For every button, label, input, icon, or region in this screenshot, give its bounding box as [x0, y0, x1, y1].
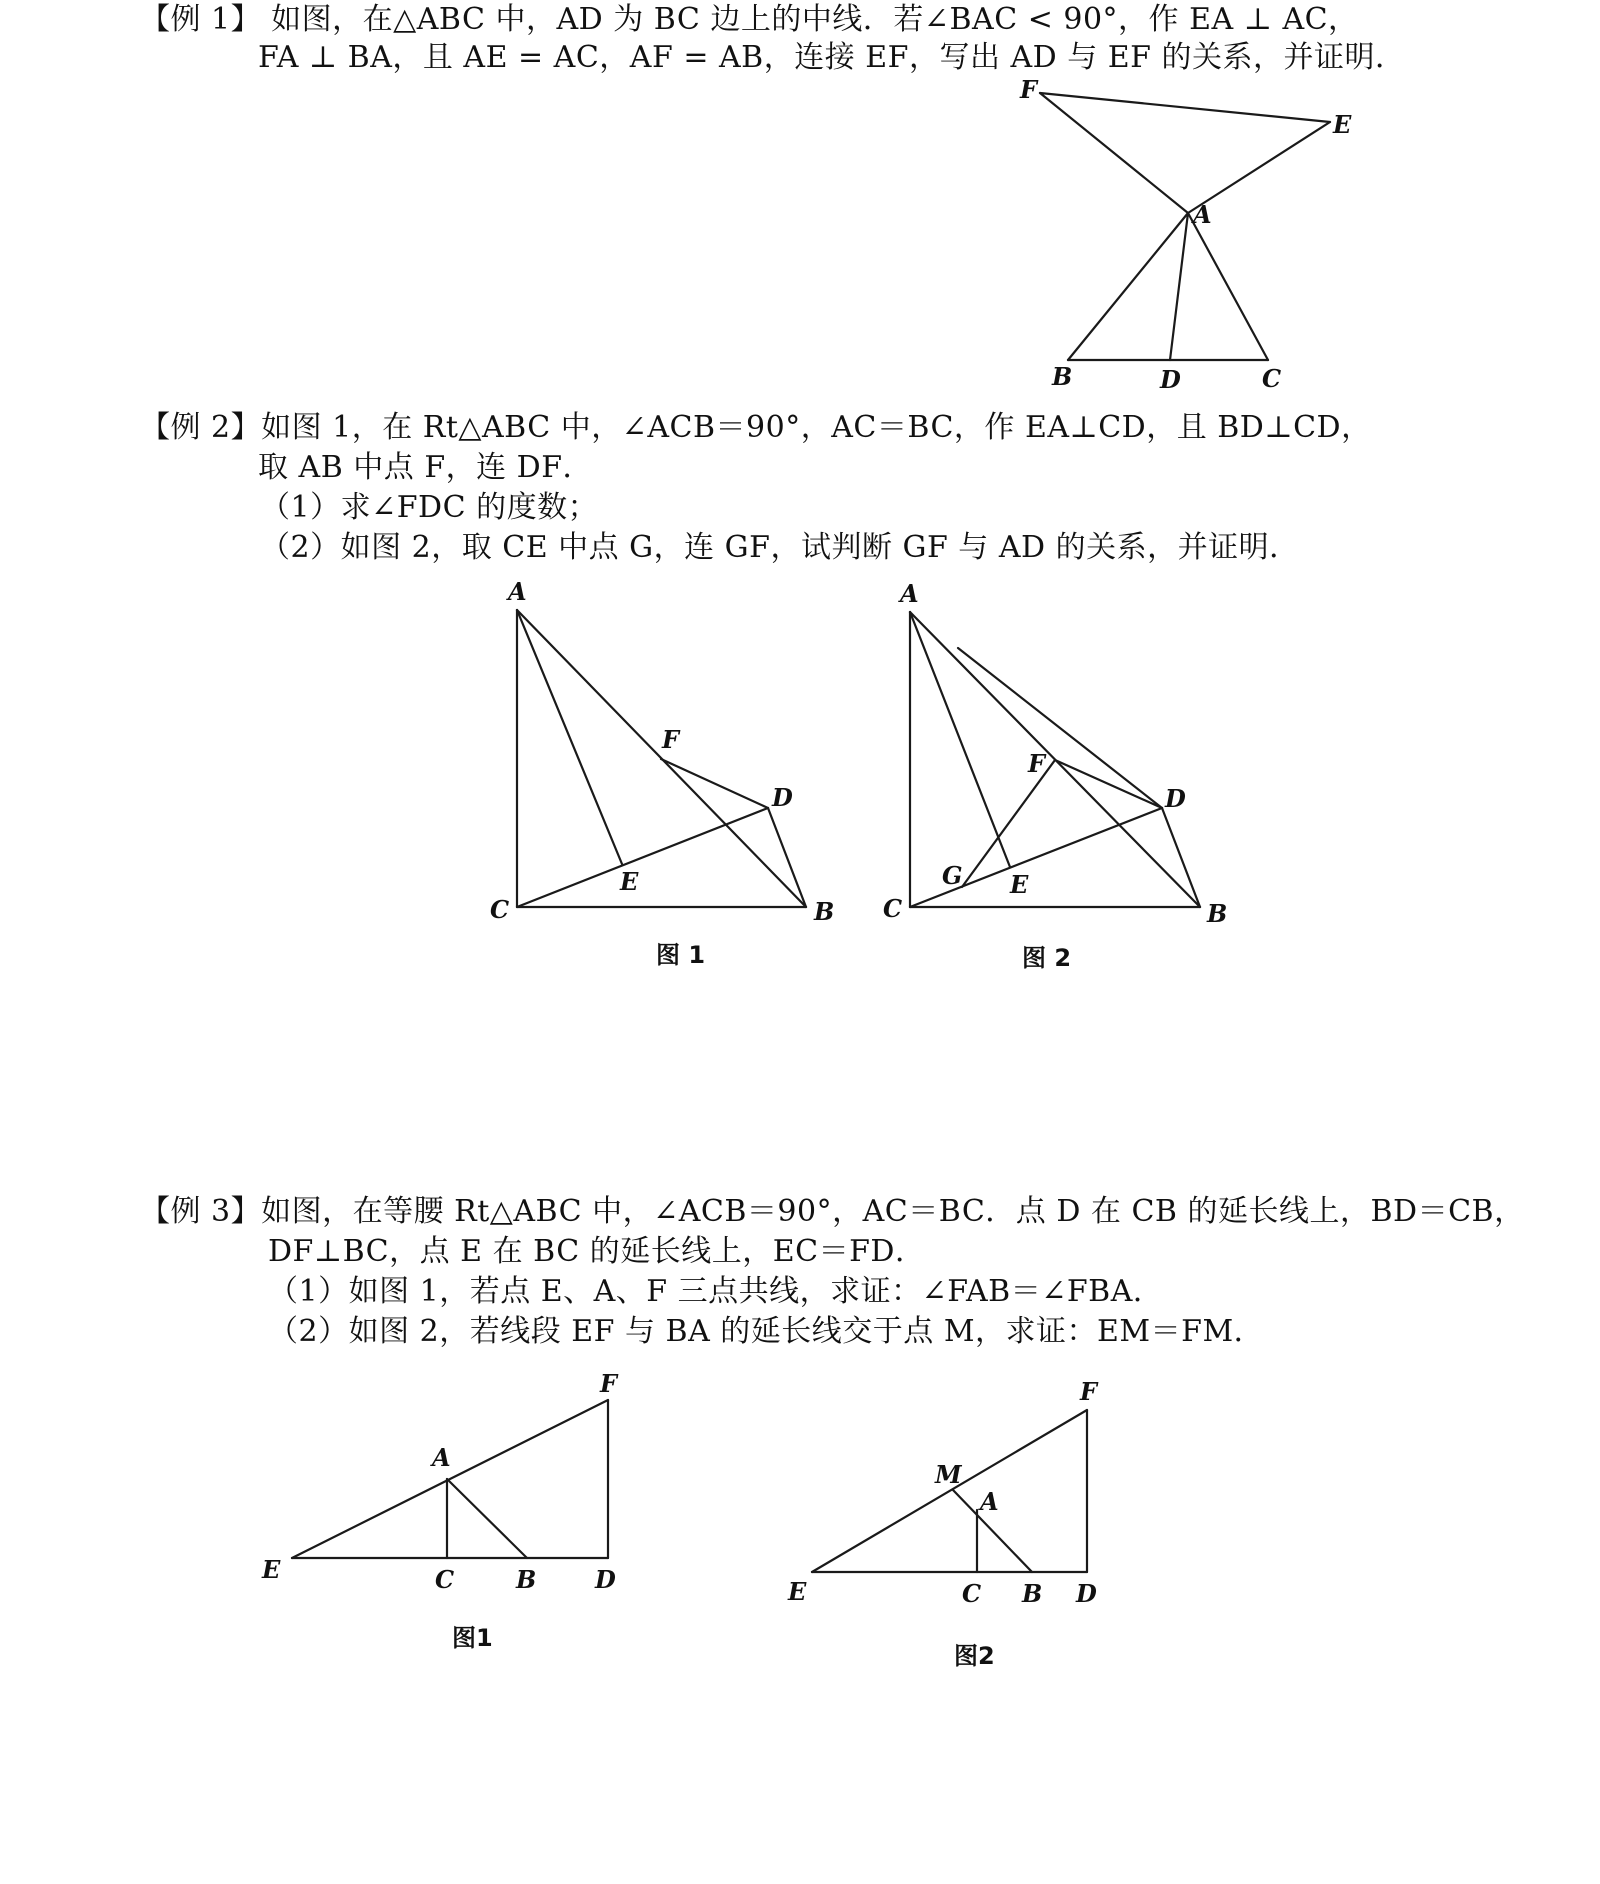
example2-line2: 取 AB 中点 F，连 DF． — [258, 450, 594, 485]
label-A: A — [980, 1487, 999, 1516]
label-C: C — [962, 1579, 982, 1608]
label-C: C — [490, 895, 510, 924]
example3-line1: 【例 3】如图，在等腰 Rt△ABC 中，∠ACB＝90°，AC＝BC．点 D 在 CB 的延长线上，BD＝CB， — [140, 1194, 1525, 1229]
label-G: G — [942, 861, 963, 890]
label-A: A — [508, 577, 527, 606]
example3-fig2-caption: 图2 — [954, 1642, 995, 1670]
example1-line1: 【例 1】 如图，在△ABC 中，AD 为 BC 边上的中线．若∠BAC < 90°，作 EA ⊥ AC， — [140, 2, 1359, 37]
example3-q1: （1）如图 1，若点 E、A、F 三点共线，求证：∠FAB＝∠FBA． — [268, 1274, 1164, 1309]
label-F: F — [600, 1369, 618, 1398]
label-B: B — [814, 897, 835, 926]
label-D: D — [772, 783, 793, 812]
label-D: D — [595, 1565, 616, 1594]
example3-line2: DF⊥BC，点 E 在 BC 的延长线上，EC＝FD． — [268, 1234, 926, 1269]
example1-line2: FA ⊥ BA，且 AE = AC，AF = AB，连接 EF，写出 AD 与 EF 的关系，并证明． — [258, 40, 1406, 75]
label-E: E — [1010, 870, 1029, 899]
example2-fig1-caption: 图 1 — [656, 941, 706, 969]
label-F: F — [1028, 749, 1046, 778]
label-B: B — [1052, 362, 1073, 391]
example3-fig1-caption: 图1 — [452, 1624, 493, 1652]
example2-fig2-caption: 图 2 — [1022, 944, 1072, 972]
label-B: B — [516, 1565, 537, 1594]
label-D: D — [1160, 365, 1181, 394]
label-F: F — [1020, 75, 1038, 104]
label-C: C — [883, 894, 903, 923]
segment-EF — [812, 1410, 1087, 1572]
label-D: D — [1165, 784, 1186, 813]
label-E: E — [620, 867, 639, 896]
example2-q2: （2）如图 2，取 CE 中点 G，连 GF，试判断 GF 与 AD 的关系，并证明． — [260, 530, 1300, 565]
label-A: A — [432, 1443, 451, 1472]
label-E: E — [1333, 110, 1352, 139]
label-A: A — [1193, 200, 1212, 229]
label-B: B — [1207, 899, 1228, 928]
label-C: C — [1262, 364, 1282, 393]
label-F: F — [1080, 1377, 1098, 1406]
label-E: E — [262, 1555, 281, 1584]
label-A: A — [900, 579, 919, 608]
label-D: D — [1076, 1579, 1097, 1608]
label-E: E — [788, 1577, 807, 1606]
example2-q1: （1）求∠FDC 的度数； — [260, 490, 599, 525]
label-F: F — [662, 725, 680, 754]
label-C: C — [435, 1565, 455, 1594]
label-M: M — [935, 1460, 962, 1489]
example3-q2: （2）如图 2，若线段 EF 与 BA 的延长线交于点 M，求证：EM＝FM． — [268, 1314, 1265, 1349]
label-B: B — [1022, 1579, 1043, 1608]
example2-line1: 【例 2】如图 1，在 Rt△ABC 中，∠ACB＝90°，AC＝BC，作 EA⊥CD，且 BD⊥CD， — [140, 410, 1372, 445]
